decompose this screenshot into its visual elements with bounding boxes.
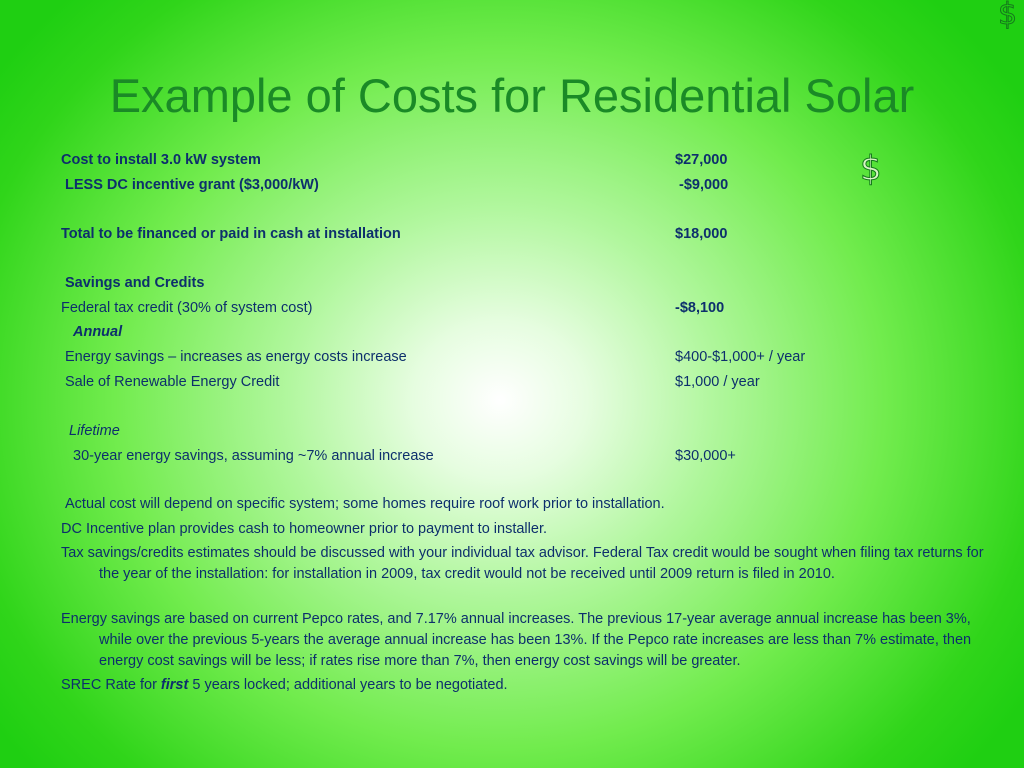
- cost-label: Cost to install 3.0 kW system: [61, 152, 261, 168]
- cost-label: Total to be financed or paid in cash at installation: [61, 226, 401, 242]
- savings-label: Sale of Renewable Energy Credit: [65, 374, 280, 390]
- note-srec-rate: [61, 675, 999, 696]
- cost-value: $27,000: [675, 152, 728, 168]
- cost-value: $18,000: [675, 226, 728, 242]
- savings-heading: Savings and Credits: [65, 275, 205, 291]
- note-srec-suffix: 5 years locked; additional years to be negotiated.: [188, 677, 508, 693]
- lifetime-heading: Lifetime: [69, 423, 120, 439]
- savings-label: 30-year energy savings, assuming ~7% annual increase: [73, 448, 434, 464]
- dollar-icon: $: [998, 0, 1018, 32]
- note-actual-cost: Actual cost will depend on specific system; some homes require roof work prior to installation.: [65, 496, 665, 512]
- note-energy-savings: Energy savings are based on current Pepco rates, and 7.17% annual increases. The previous 17-year average annual increase has been 3%, while over the previous 5-years the average annual increase has been 13%. If the Pepco rate increases are less than 7% estimate, then energy cost savings will be less; if rates rise more than 7%, then energy cost savings will be greater.: [61, 611, 972, 669]
- savings-value: -$8,100: [675, 300, 725, 316]
- cost-label: LESS DC incentive grant ($3,000/kW): [65, 177, 319, 193]
- note-tax-savings: Tax savings/credits estimates should be discussed with your individual tax advisor. Federal Tax credit would be sought when filing tax returns for the year of the installation: for installation in 2009, tax credit would not be received until 2009 return is filed in 2010.: [61, 545, 984, 582]
- annual-heading: Annual: [73, 324, 123, 340]
- note-srec-emphasis: first: [160, 677, 189, 693]
- cost-value: -$9,000: [679, 177, 729, 193]
- savings-label: Energy savings – increases as energy costs increase: [65, 349, 407, 365]
- savings-value: $400-$1,000+ / year: [675, 349, 806, 365]
- savings-value: $30,000+: [675, 448, 736, 464]
- savings-value: $1,000 / year: [675, 374, 760, 390]
- savings-label: Federal tax credit (30% of system cost): [61, 300, 313, 316]
- note-dc-incentive: DC Incentive plan provides cash to homeowner prior to payment to installer.: [61, 521, 547, 537]
- slide-title: Example of Costs for Residential Solar: [109, 69, 915, 122]
- dollar-icon: $: [860, 149, 882, 189]
- note-srec-prefix: SREC Rate for: [61, 677, 161, 693]
